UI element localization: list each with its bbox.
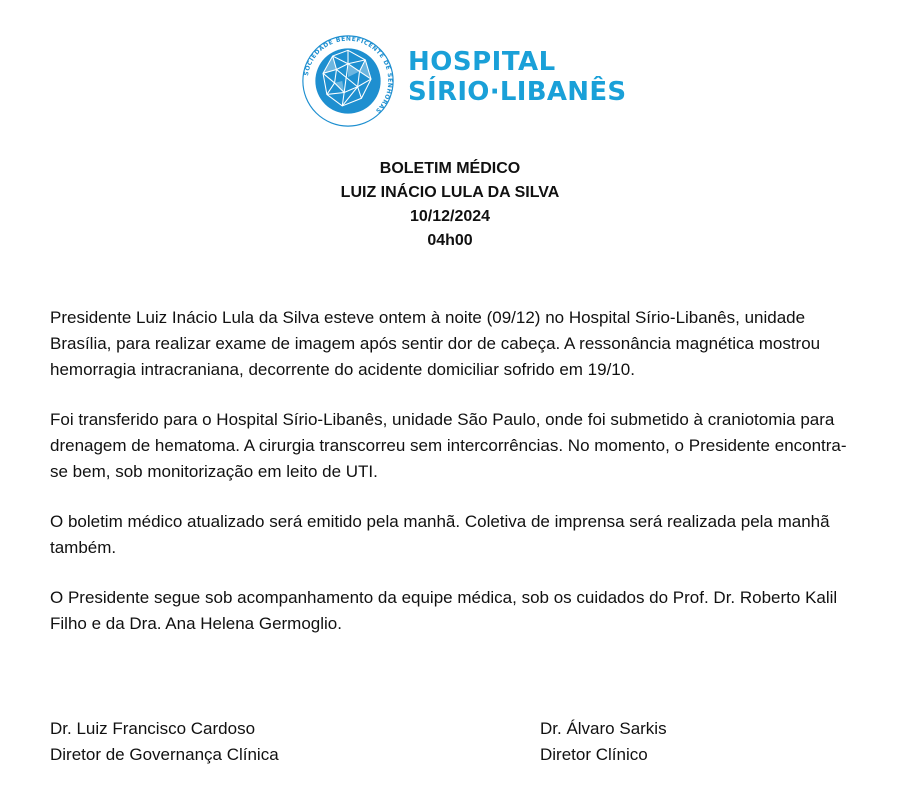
svg-text:SOCIEDADE BENEFICENTE DE SENHO: SOCIEDADE BENEFICENTE DE SENHORAS	[303, 35, 394, 115]
paragraph: O boletim médico atualizado será emitido pela manhã. Coletiva de imprensa será realizada pela manhã também.	[50, 512, 830, 557]
signatory-role: Diretor de Governança Clínica	[50, 745, 279, 764]
crystal-sphere-icon	[300, 33, 396, 129]
paragraph: Foi transferido para o Hospital Sírio-Libanês, unidade São Paulo, onde foi submetido à craniotomia para drenagem de hematoma. A cirurgia transcorreu sem intercorrências. No momento, o Presidente encontra-se bem, sob monitorização em leito de UTI.	[50, 410, 847, 481]
signatory-name: Dr. Álvaro Sarkis	[540, 719, 667, 738]
logo-wordmark	[408, 47, 626, 107]
signature-block-right	[540, 716, 667, 768]
bulletin-body	[50, 305, 850, 661]
paragraph: O Presidente segue sob acompanhamento da equipe médica, sob os cuidados do Prof. Dr. Roberto Kalil Filho e da Dra. Ana Helena Germoglio.	[50, 588, 838, 633]
signatory-role: Diretor Clínico	[540, 745, 648, 764]
bulletin-time: 04h00	[427, 232, 473, 249]
bulletin-heading	[0, 157, 900, 253]
bulletin-title: BOLETIM MÉDICO	[379, 160, 521, 177]
logo-line-2: SÍRIO·LIBANÊS	[408, 77, 627, 107]
signature-block-left	[50, 716, 279, 768]
hospital-logo	[300, 33, 627, 133]
signatory-name: Dr. Luiz Francisco Cardoso	[50, 719, 256, 738]
logo-line-1: HOSPITAL	[408, 47, 556, 77]
bulletin-date: 10/12/2024	[409, 208, 491, 225]
paragraph: Presidente Luiz Inácio Lula da Silva esteve ontem à noite (09/12) no Hospital Sírio-Libanês, unidade Brasília, para realizar exame de imagem após sentir dor de cabeça. A ressonância magnética mostrou hemorragia intracraniana, decorrente do acidente domiciliar sofrido em 19/10.	[50, 308, 821, 379]
patient-name: LUIZ INÁCIO LULA DA SILVA	[340, 184, 560, 201]
